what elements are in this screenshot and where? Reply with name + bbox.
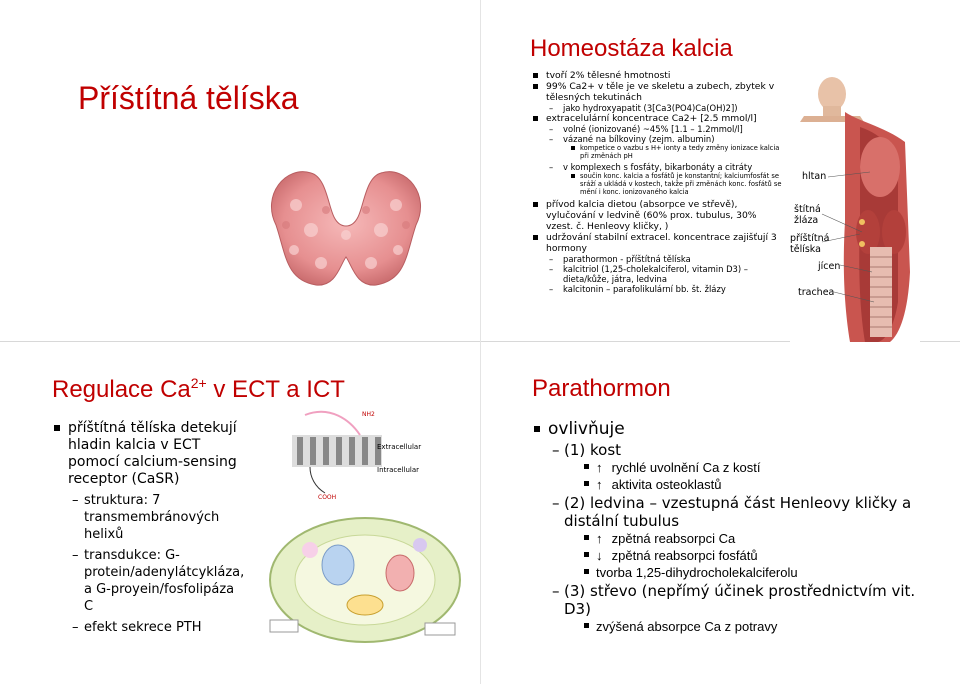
list-item: – (1) kost bbox=[534, 441, 924, 459]
slide-2-title: Homeostáza kalcia bbox=[530, 35, 733, 62]
label-stitna-zlaza: štítná žláza bbox=[794, 204, 821, 226]
diagram-label-cooh: COOH bbox=[318, 494, 337, 501]
list-item: – struktura: 7 transmembránových helixů bbox=[54, 492, 244, 543]
slide-4-bullet-list bbox=[534, 418, 924, 635]
list-item: ↓ zpětná reabsorpci fosfátů bbox=[534, 547, 924, 564]
diagram-label-nh2: NH2 bbox=[362, 411, 375, 418]
list-item: ovlivňuje bbox=[534, 418, 924, 440]
list-item: udržování stabilní extracel. koncentrace zajišťují 3 hormony bbox=[533, 232, 785, 254]
list-item: 99% Ca2+ v těle je ve skeletu a zubech, zbytek v tělesných tekutinách bbox=[533, 81, 785, 103]
list-item: ↑ rychlé uvolnění Ca z kostí bbox=[534, 459, 924, 476]
list-item: – v komplexech s fosfáty, bikarbonáty a citráty bbox=[533, 162, 785, 172]
casr-signaling-diagram bbox=[250, 405, 465, 655]
list-item: – kalcitonin – parafolikulární bb. št. žlázy bbox=[533, 284, 785, 294]
list-item: – efekt sekrece PTH bbox=[54, 619, 244, 636]
list-item: kompetice o vazbu s H+ ionty a tedy změny ionizace kalcia při změnách pH bbox=[533, 144, 785, 160]
list-item: – jako hydroxyapatit (3[Ca3(PO4)Ca(OH)2]) bbox=[533, 103, 785, 113]
label-hltan: hltan bbox=[802, 171, 827, 182]
thyroid-illustration bbox=[256, 155, 436, 295]
arrow-up-icon: ↑ bbox=[596, 460, 603, 475]
slide-1-title: Příštítná tělíska bbox=[78, 80, 299, 116]
list-item: extracelulární koncentrace Ca2+ [2.5 mmol/l] bbox=[533, 113, 785, 124]
diagram-label-extracellular: Extracellular bbox=[377, 443, 422, 451]
label-pristitna-teliska: příštítná tělíska bbox=[790, 233, 830, 255]
list-item: ↑ zpětná reabsorpci Ca bbox=[534, 530, 924, 547]
slide-2-bullet-list bbox=[533, 70, 785, 294]
arrow-up-icon: ↑ bbox=[596, 477, 603, 492]
slide-3-title: Regulace $Ca^{2+}$ v ECT a ICT bbox=[52, 375, 345, 403]
list-item: – parathormon - příštítná tělíska bbox=[533, 254, 785, 264]
list-item: – (3) střevo (nepřímý účinek prostřednictvím vit. D3) bbox=[534, 582, 924, 618]
arrow-up-icon: ↑ bbox=[596, 531, 603, 546]
list-item: – kalcitriol (1,25-cholekalciferol, vitamin D3) – dieta/kůže, játra, ledvina bbox=[533, 264, 785, 284]
list-item: ↑ aktivita osteoklastů bbox=[534, 476, 924, 493]
label-jicen: jícen bbox=[818, 261, 841, 272]
list-item: tvoří 2% tělesné hmotnosti bbox=[533, 70, 785, 81]
list-item: – vázané na bílkoviny (zejm. albumin) bbox=[533, 134, 785, 144]
slide-4-title: Parathormon bbox=[532, 375, 671, 402]
slide-3-bullet-list bbox=[54, 420, 244, 636]
list-item: – (2) ledvina – vzestupná část Henleovy kličky a distální tubulus bbox=[534, 494, 924, 530]
list-item: zvýšená absorpce Ca z potravy bbox=[534, 618, 924, 635]
list-item: součin konc. kalcia a fosfátů je konstantní; kalciumfosfát se sráží a ukládá v kostech, takže při změnách konc. fosfátů se mění i konc. ionizovaného kalcia bbox=[533, 172, 785, 196]
diagram-label-intracellular: Intracellular bbox=[377, 466, 420, 474]
list-item: tvorba 1,25-dihydrocholekalciferolu bbox=[534, 564, 924, 581]
vertical-divider bbox=[480, 0, 481, 684]
list-item: příštítná tělíska detekují hladin kalcia v ECT pomocí calcium-sensing receptor (CaSR) bbox=[54, 420, 244, 488]
label-trachea: trachea bbox=[798, 287, 835, 298]
list-item: – transdukce: G-protein/adenylátcykláza, a G-proyein/fosfolipáza C bbox=[54, 547, 244, 615]
arrow-down-icon: ↓ bbox=[596, 548, 603, 563]
list-item: přívod kalcia dietou (absorpce ve střevě), vylučování v ledvině (60% prox. tubulus, 30% vzest. č. Henleovy kličky, ) bbox=[533, 199, 785, 232]
list-item: – volné (ionizované) ~45% [1.1 – 1.2mmol/l] bbox=[533, 124, 785, 134]
